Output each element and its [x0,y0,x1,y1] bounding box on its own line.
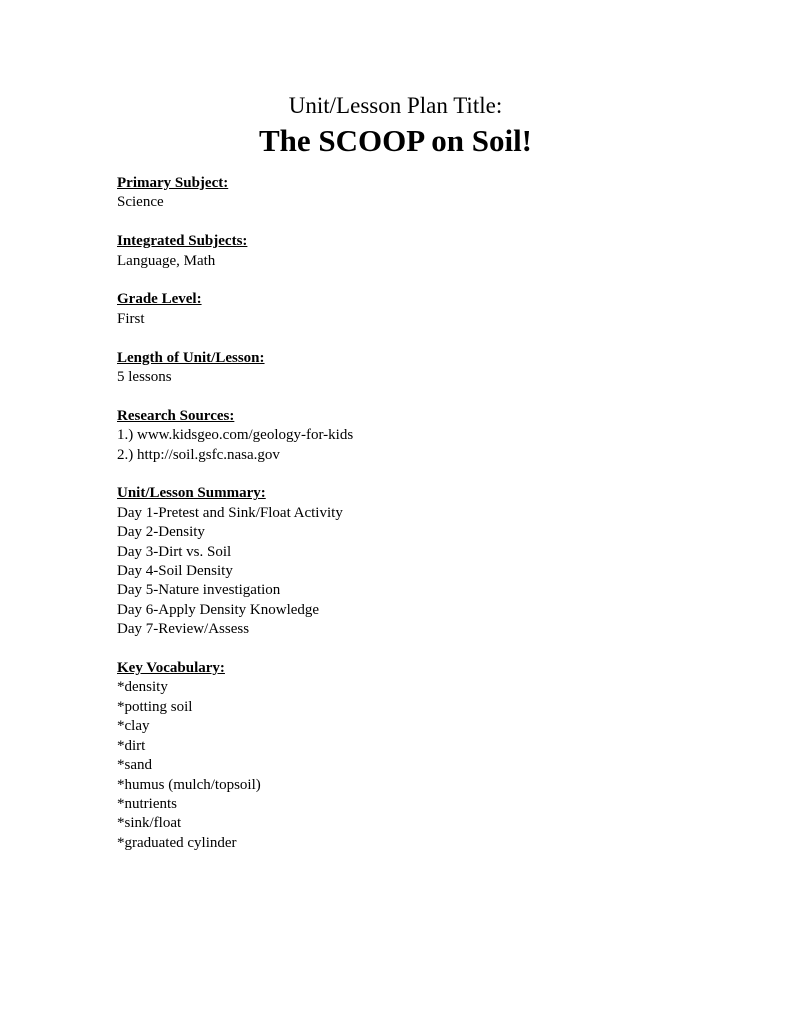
section-summary [117,484,717,639]
vocabulary-item: *dirt [117,737,146,754]
section-value: First [117,310,145,327]
vocabulary-item: *potting soil [117,698,193,715]
document-header [0,92,791,160]
section-label: Grade Level: [117,291,202,308]
summary-item: Day 7-Review/Assess [117,621,250,638]
summary-item: Day 1-Pretest and Sink/Float Activity [117,504,343,521]
section-label: Key Vocabulary: [117,660,225,677]
plan-title: The SCOOP on Soil! [258,123,533,158]
section-value: 5 lessons [117,369,172,386]
document-body [117,174,717,873]
section-length [117,349,717,388]
summary-item: Day 6-Apply Density Knowledge [117,601,320,618]
section-value: Science [117,194,164,211]
section-integrated-subjects [117,232,717,271]
vocabulary-item: *humus (mulch/topsoil) [117,776,261,793]
section-label: Unit/Lesson Summary: [117,485,266,502]
summary-item: Day 2-Density [117,524,205,541]
source-item: 2.) http://soil.gsfc.nasa.gov [117,446,280,463]
section-research-sources [117,407,717,465]
section-value: Language, Math [117,252,216,269]
section-grade-level [117,290,717,329]
vocabulary-item: *nutrients [117,795,177,812]
vocabulary-item: *graduated cylinder [117,834,237,851]
plan-title-label: Unit/Lesson Plan Title: [288,93,503,118]
summary-item: Day 4-Soil Density [117,563,233,580]
section-label: Integrated Subjects: [117,233,248,250]
vocabulary-item: *density [117,679,168,696]
source-item: 1.) www.kidsgeo.com/geology-for-kids [117,427,354,444]
summary-item: Day 5-Nature investigation [117,582,281,599]
vocabulary-item: *clay [117,718,150,735]
section-vocabulary [117,659,717,853]
summary-item: Day 3-Dirt vs. Soil [117,543,232,560]
section-label: Research Sources: [117,407,235,424]
section-label: Primary Subject: [117,175,229,191]
vocabulary-item: *sink/float [117,815,182,832]
vocabulary-item: *sand [117,757,152,774]
section-primary-subject [117,174,717,213]
section-label: Length of Unit/Lesson: [117,349,265,366]
